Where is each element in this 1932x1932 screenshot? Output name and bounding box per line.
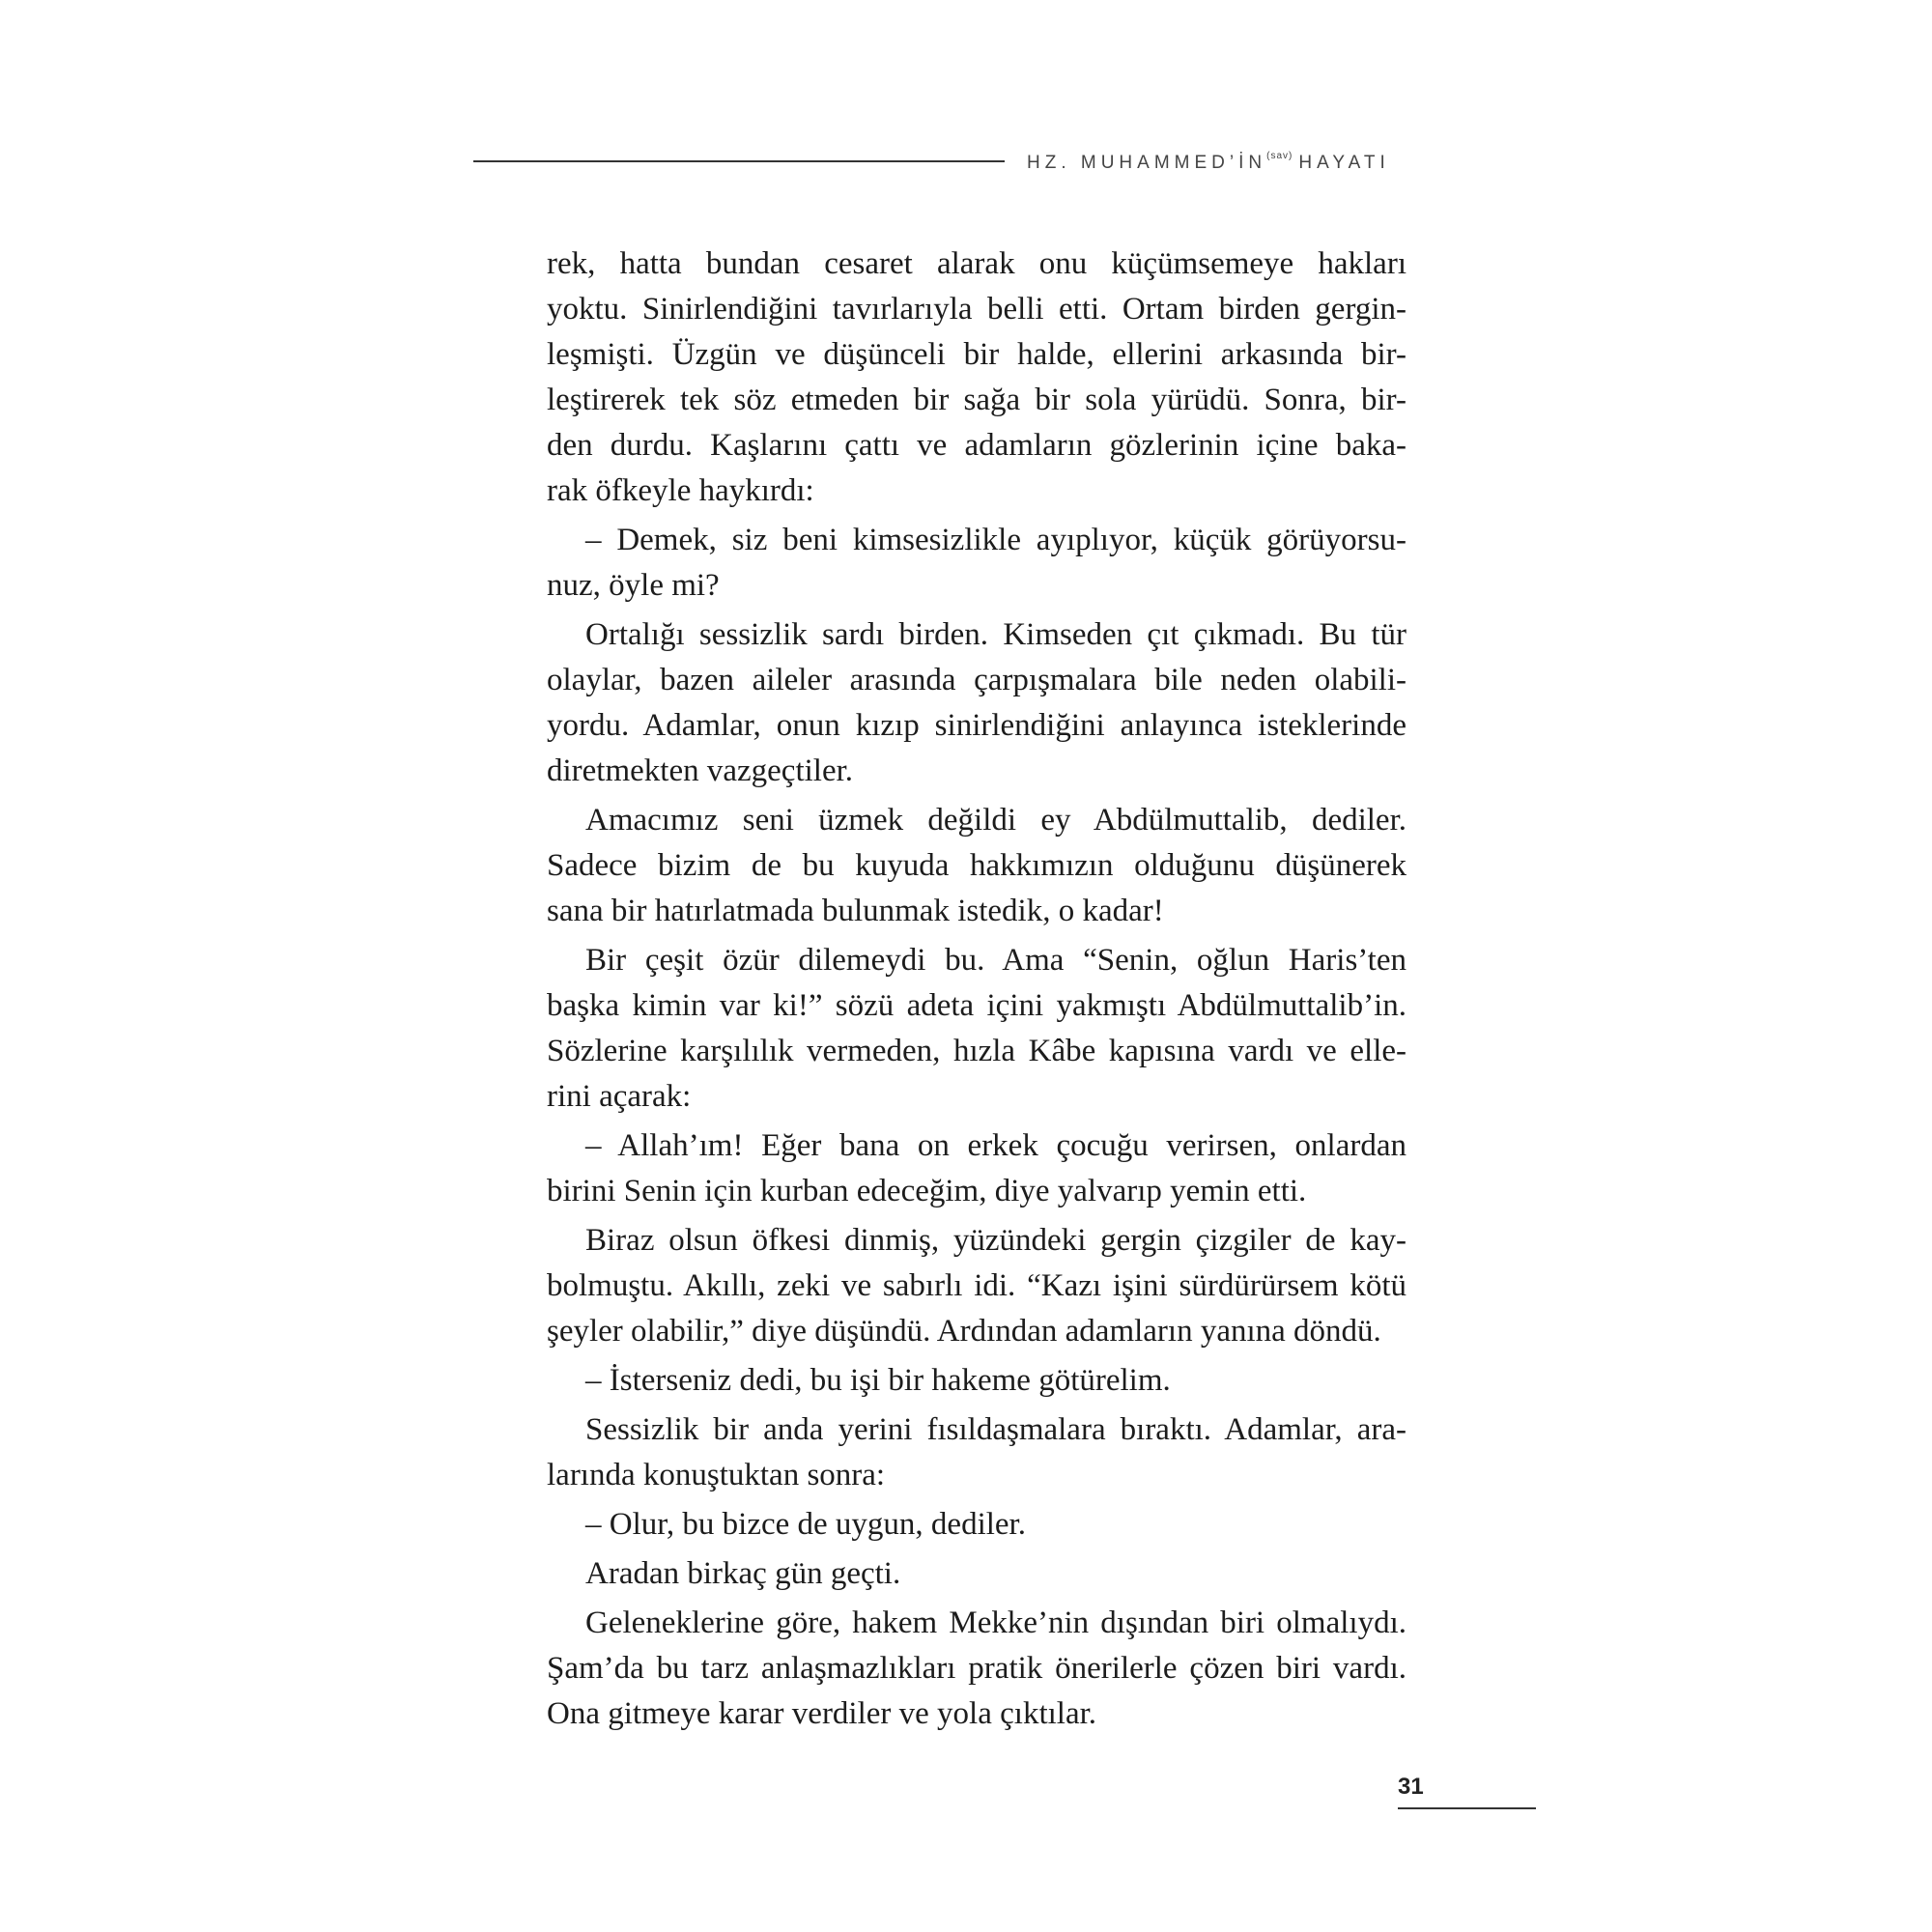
text-line: Amacımız seni üzmek değildi ey Abdülmuttalib, dediler. [585, 803, 1406, 838]
text-line: rini açarak: [547, 1079, 692, 1114]
text-line: den durdu. Kaşlarını çattı ve adamların gözlerinin içine baka- [547, 428, 1406, 463]
header-rule [473, 160, 1005, 162]
text-line: nuz, öyle mi? [547, 568, 720, 603]
running-head-title-end: HAYATI [1298, 153, 1390, 173]
text-line: Ona gitmeye karar verdiler ve yola çıktılar. [547, 1696, 1097, 1731]
text-line: rek, hatta bundan cesaret alarak onu küçümsemeye hakları [547, 246, 1406, 281]
text-line: diretmekten vazgeçtiler. [547, 753, 854, 788]
page-number: 31 [1398, 1774, 1424, 1800]
running-head [1027, 151, 1390, 174]
text-line: başka kimin var ki!” sözü adeta içini yakmıştı Abdülmuttalib’in. [547, 988, 1406, 1023]
text-line: – İsterseniz dedi, bu işi bir hakeme götürelim. [585, 1363, 1171, 1398]
text-line: rak öfkeyle haykırdı: [547, 473, 814, 508]
text-line: sana bir hatırlatmada bulunmak istedik, o kadar! [547, 894, 1164, 928]
text-line: Aradan birkaç gün geçti. [585, 1556, 901, 1591]
text-line: larında konuştuktan sonra: [547, 1458, 886, 1492]
text-line: Bir çeşit özür dilemeydi bu. Ama “Senin, oğlun Haris’ten [585, 943, 1406, 978]
text-line: şeyler olabilir,” diye düşündü. Ardından adamların yanına döndü. [547, 1314, 1381, 1349]
text-line: Biraz olsun öfkesi dinmiş, yüzündeki gergin çizgiler de kay- [585, 1223, 1406, 1258]
text-line: Sadece bizim de bu kuyuda hakkımızın olduğunu düşünerek [547, 848, 1406, 883]
footer-rule [1398, 1807, 1536, 1809]
text-line: – Allah’ım! Eğer bana on erkek çocuğu verirsen, onlardan [585, 1128, 1406, 1163]
text-line: Şam’da bu tarz anlaşmazlıkları pratik önerilerle çözen biri vardı. [547, 1651, 1406, 1686]
running-head-title: HZ. MUHAMMED’İN [1027, 153, 1267, 173]
text-line: olaylar, bazen aileler arasında çarpışmalara bile neden olabili- [547, 663, 1406, 697]
text-line: yordu. Adamlar, onun kızıp sinirlendiğini anlayınca isteklerinde [547, 708, 1406, 743]
text-line: birini Senin için kurban edeceğim, diye yalvarıp yemin etti. [547, 1174, 1307, 1208]
text-line: Sessizlik bir anda yerini fısıldaşmalara bıraktı. Adamlar, ara- [585, 1412, 1406, 1447]
body-text [547, 242, 1406, 1737]
text-line: leşmişti. Üzgün ve düşünceli bir halde, ellerini arkasında bir- [547, 337, 1406, 372]
text-line: leştirerek tek söz etmeden bir sağa bir sola yürüdü. Sonra, bir- [547, 383, 1406, 417]
text-line: – Demek, siz beni kimsesizlikle ayıplıyor, küçük görüyorsu- [585, 523, 1406, 557]
text-line: – Olur, bu bizce de uygun, dediler. [585, 1507, 1026, 1542]
text-line: Ortalığı sessizlik sardı birden. Kimseden çıt çıkmadı. Bu tür [585, 617, 1406, 652]
text-line: Sözlerine karşılılık vermeden, hızla Kâbe kapısına vardı ve elle- [547, 1034, 1406, 1068]
text-line: yoktu. Sinirlendiğini tavırlarıyla belli etti. Ortam birden gergin- [547, 292, 1406, 327]
text-line: Geleneklerine göre, hakem Mekke’nin dışından biri olmalıydı. [585, 1605, 1406, 1640]
running-head-superscript: (sav) [1266, 151, 1293, 161]
text-line: bolmuştu. Akıllı, zeki ve sabırlı idi. “Kazı işini sürdürürsem kötü [547, 1268, 1406, 1303]
